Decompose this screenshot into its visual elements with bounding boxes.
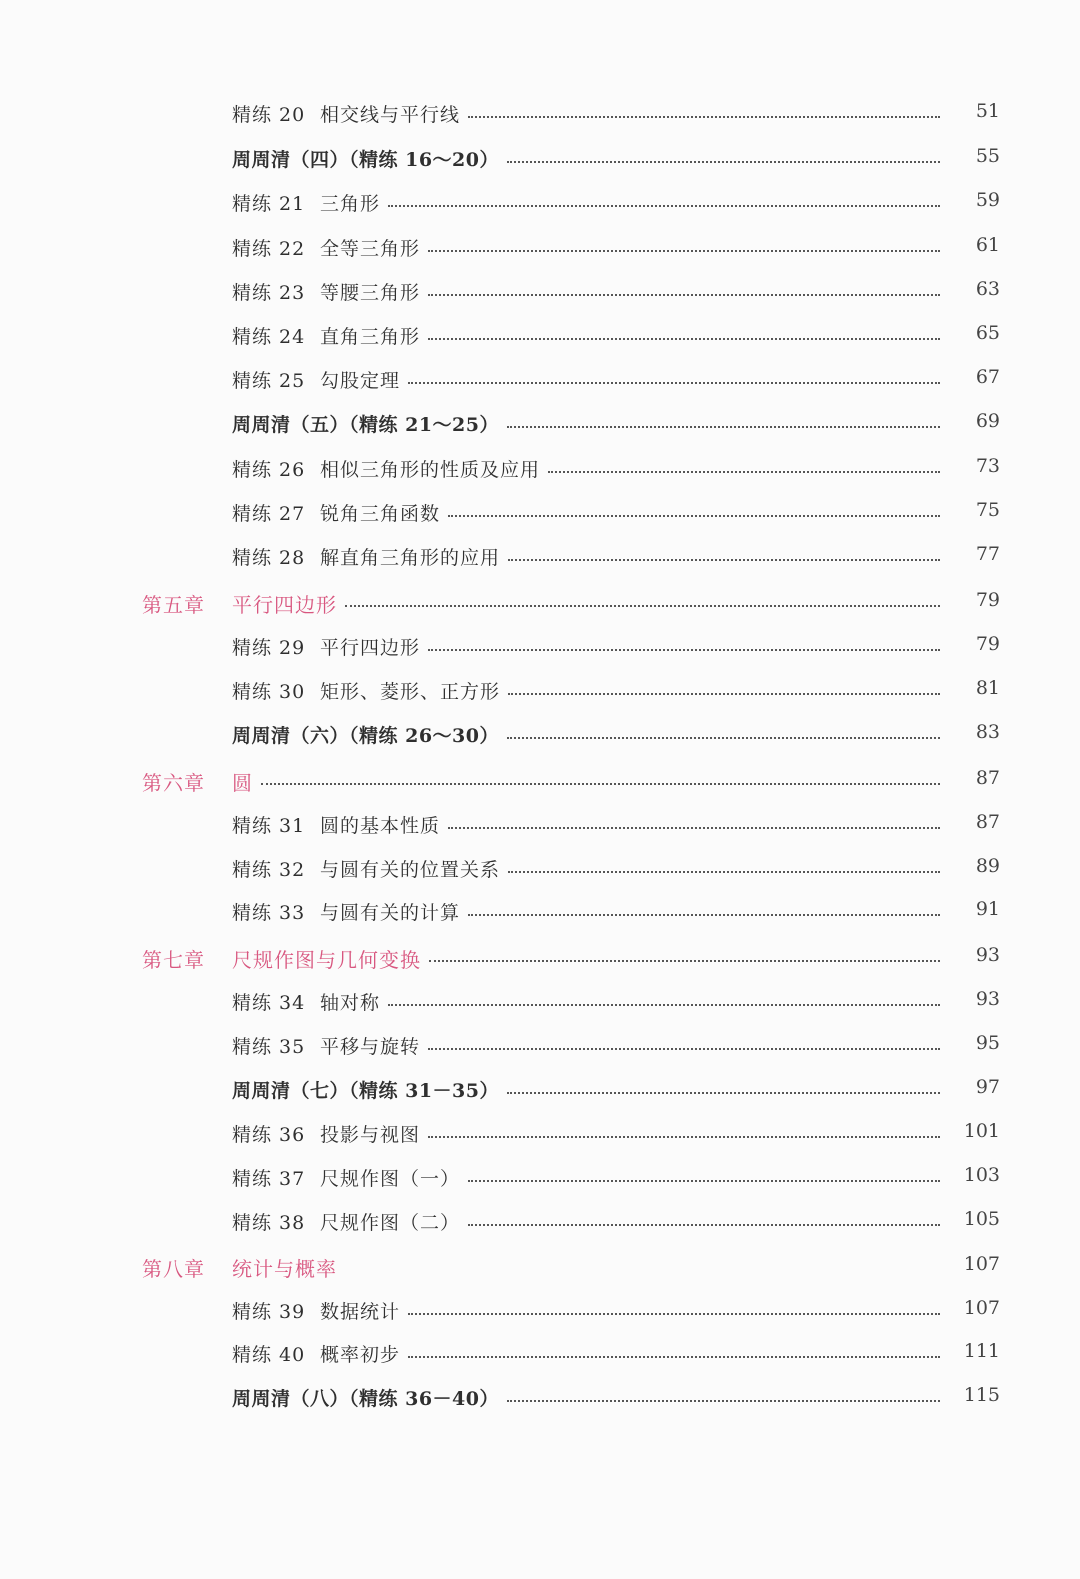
leader-dots [507, 161, 940, 163]
lesson-row[interactable] [0, 278, 1080, 308]
entry-title: 锐角三角函数 [320, 503, 441, 525]
page-number: 69 [975, 410, 1000, 432]
chapter-label: 第七章 [142, 948, 205, 972]
page-number: 73 [975, 455, 1000, 477]
lesson-number: 精练 32 [232, 859, 306, 881]
lesson-number: 精练 38 [232, 1212, 306, 1234]
leader-dots [468, 914, 940, 916]
leader-dots [408, 382, 940, 384]
weekly-review-row[interactable] [0, 145, 1080, 175]
entry-title: 勾股定理 [320, 370, 401, 392]
lesson-number: 精练 23 [232, 282, 306, 304]
page-number: 95 [975, 1032, 1000, 1054]
entry-title: 解直角三角形的应用 [320, 547, 501, 569]
page-number: 107 [963, 1297, 1000, 1319]
lesson-row[interactable] [0, 811, 1080, 841]
page-number: 77 [975, 543, 1000, 565]
lesson-row[interactable] [0, 322, 1080, 352]
leader-dots [508, 871, 940, 873]
leader-dots [388, 205, 940, 207]
lesson-number: 精练 36 [232, 1124, 306, 1146]
lesson-number: 精练 27 [232, 503, 306, 525]
entry-title: 尺规作图与几何变换 [232, 948, 421, 972]
page-number: 115 [963, 1384, 1000, 1406]
entry-title: 周周清（八）（精练 36－40） [232, 1388, 499, 1410]
entry-title: 全等三角形 [320, 238, 421, 260]
entry-title: 三角形 [320, 193, 381, 215]
page-number: 93 [975, 988, 1000, 1010]
page-number: 111 [963, 1340, 1000, 1362]
lesson-number: 精练 31 [232, 815, 306, 837]
page-number: 87 [975, 767, 1000, 789]
entry-title: 圆的基本性质 [320, 815, 441, 837]
page-number: 55 [975, 145, 1000, 167]
lesson-number: 精练 33 [232, 902, 306, 924]
page-number: 59 [975, 189, 1000, 211]
leader-dots [507, 737, 940, 739]
lesson-number: 精练 35 [232, 1036, 306, 1058]
lesson-row[interactable] [0, 455, 1080, 485]
lesson-row[interactable] [0, 1340, 1080, 1370]
lesson-row[interactable] [0, 499, 1080, 529]
lesson-row[interactable] [0, 633, 1080, 663]
entry-title: 轴对称 [320, 992, 381, 1014]
entry-title: 与圆有关的计算 [320, 902, 461, 924]
leader-dots [428, 1136, 940, 1138]
page-number: 105 [963, 1208, 1000, 1230]
lesson-number: 精练 40 [232, 1344, 306, 1366]
lesson-row[interactable] [0, 988, 1080, 1018]
entry-title: 周周清（六）（精练 26～30） [232, 725, 499, 747]
page-number: 93 [975, 944, 1000, 966]
leader-dots [428, 338, 940, 340]
leader-dots [507, 1400, 940, 1402]
page-number: 81 [975, 677, 1000, 699]
entry-title: 相似三角形的性质及应用 [320, 459, 541, 481]
leader-dots [508, 559, 940, 561]
chapter-row[interactable] [0, 1253, 1080, 1283]
entry-title: 投影与视图 [320, 1124, 421, 1146]
entry-title: 圆 [232, 771, 253, 795]
page-number: 89 [975, 855, 1000, 877]
lesson-row[interactable] [0, 234, 1080, 264]
leader-dots [448, 827, 940, 829]
lesson-row[interactable] [0, 543, 1080, 573]
lesson-row[interactable] [0, 855, 1080, 885]
leader-dots [468, 1180, 940, 1182]
lesson-row[interactable] [0, 898, 1080, 928]
weekly-review-row[interactable] [0, 1076, 1080, 1106]
lesson-row[interactable] [0, 1032, 1080, 1062]
leader-dots [468, 1224, 940, 1226]
chapter-row[interactable] [0, 589, 1080, 619]
leader-dots [508, 693, 940, 695]
entry-title: 直角三角形 [320, 326, 421, 348]
leader-dots [428, 1048, 940, 1050]
entry-title: 周周清（七）（精练 31－35） [232, 1080, 499, 1102]
leader-dots [388, 1004, 940, 1006]
leader-dots [408, 1313, 940, 1315]
lesson-row[interactable] [0, 189, 1080, 219]
entry-title: 平行四边形 [320, 637, 421, 659]
page-number: 67 [975, 366, 1000, 388]
page-number: 79 [975, 589, 1000, 611]
leader-dots [507, 426, 940, 428]
leader-dots [261, 783, 940, 785]
weekly-review-row[interactable] [0, 410, 1080, 440]
lesson-number: 精练 22 [232, 238, 306, 260]
entry-title: 与圆有关的位置关系 [320, 859, 501, 881]
page-number: 65 [975, 322, 1000, 344]
leader-dots [448, 515, 940, 517]
page-number: 63 [975, 278, 1000, 300]
entry-title: 数据统计 [320, 1301, 401, 1323]
weekly-review-row[interactable] [0, 721, 1080, 751]
lesson-row[interactable] [0, 1297, 1080, 1327]
entry-title: 相交线与平行线 [320, 104, 461, 126]
entry-title: 平移与旋转 [320, 1036, 421, 1058]
entry-title: 尺规作图（二） [320, 1212, 461, 1234]
lesson-number: 精练 20 [232, 104, 306, 126]
page-number: 91 [975, 898, 1000, 920]
leader-dots [428, 649, 940, 651]
entry-title: 统计与概率 [232, 1257, 337, 1281]
lesson-number: 精练 29 [232, 637, 306, 659]
entry-title: 尺规作图（一） [320, 1168, 461, 1190]
lesson-row[interactable] [0, 677, 1080, 707]
lesson-number: 精练 34 [232, 992, 306, 1014]
page-number: 83 [975, 721, 1000, 743]
entry-title: 概率初步 [320, 1344, 401, 1366]
page-number: 79 [975, 633, 1000, 655]
leader-dots [429, 960, 940, 962]
lesson-row[interactable] [0, 366, 1080, 396]
page-number: 51 [975, 100, 1000, 122]
lesson-row[interactable] [0, 100, 1080, 130]
leader-dots [428, 294, 940, 296]
leader-dots [408, 1356, 940, 1358]
page-number: 103 [963, 1164, 1000, 1186]
lesson-number: 精练 26 [232, 459, 306, 481]
page-number: 75 [975, 499, 1000, 521]
weekly-review-row[interactable] [0, 1384, 1080, 1414]
lesson-row[interactable] [0, 1208, 1080, 1238]
lesson-row[interactable] [0, 1164, 1080, 1194]
lesson-number: 精练 37 [232, 1168, 306, 1190]
lesson-number: 精练 25 [232, 370, 306, 392]
chapter-label: 第六章 [142, 771, 205, 795]
lesson-number: 精练 30 [232, 681, 306, 703]
page-number: 107 [963, 1253, 1000, 1275]
chapter-row[interactable] [0, 944, 1080, 974]
lesson-number: 精练 21 [232, 193, 306, 215]
page-number: 101 [963, 1120, 1000, 1142]
chapter-label: 第八章 [142, 1257, 205, 1281]
page-number: 87 [975, 811, 1000, 833]
lesson-number: 精练 28 [232, 547, 306, 569]
chapter-row[interactable] [0, 767, 1080, 797]
page-number: 61 [975, 234, 1000, 256]
entry-title: 矩形、菱形、正方形 [320, 681, 501, 703]
leader-dots [468, 116, 940, 118]
chapter-label: 第五章 [142, 593, 205, 617]
lesson-row[interactable] [0, 1120, 1080, 1150]
page-number: 97 [975, 1076, 1000, 1098]
leader-dots [548, 471, 940, 473]
lesson-number: 精练 24 [232, 326, 306, 348]
leader-dots [507, 1092, 940, 1094]
entry-title: 平行四边形 [232, 593, 337, 617]
entry-title: 等腰三角形 [320, 282, 421, 304]
leader-dots [345, 605, 940, 607]
lesson-number: 精练 39 [232, 1301, 306, 1323]
entry-title: 周周清（四）（精练 16～20） [232, 149, 499, 171]
leader-dots [428, 250, 940, 252]
entry-title: 周周清（五）（精练 21～25） [232, 414, 499, 436]
